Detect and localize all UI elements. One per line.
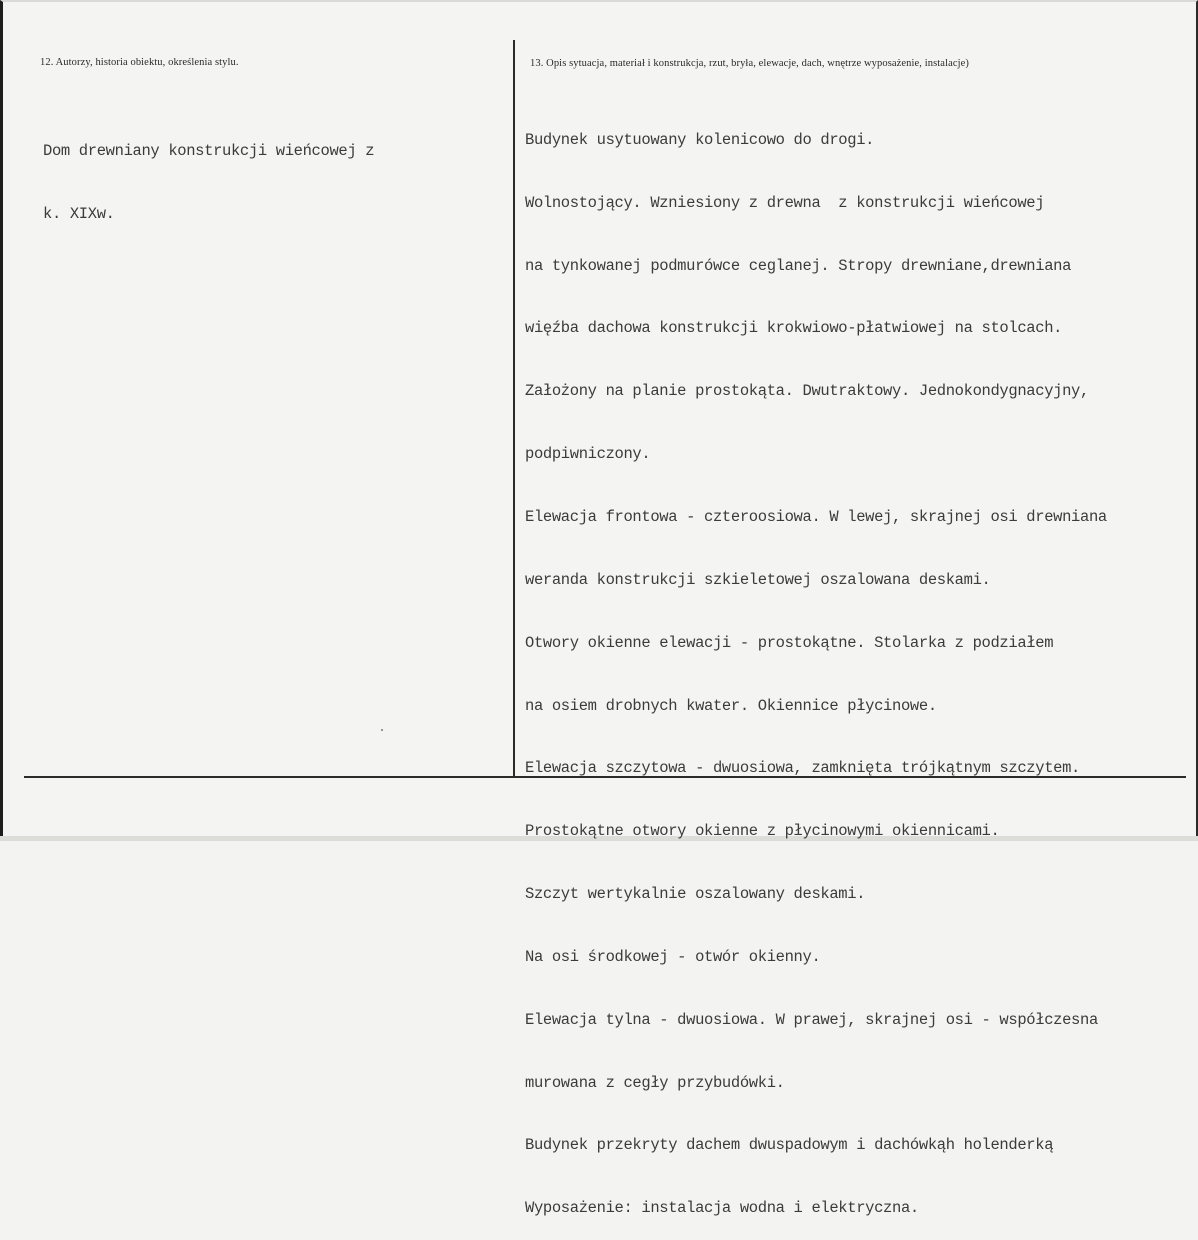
typed-line: Dom drewniany konstrukcji wieńcowej z [43,141,375,160]
typed-line: Elewacja tylna - dwuosiowa. W prawej, skrajnej osi - współczesna [525,1010,1098,1029]
typed-line: Elewacja frontowa - czteroosiowa. W lewej, skrajnej osi drewniana [525,507,1107,526]
typed-line: Wyposażenie: instalacja wodna i elektryczna. [525,1199,919,1218]
typed-line: Budynek przekryty dachem dwuspadowym i dachówkąh holenderką [525,1136,1054,1155]
typed-line: na osiem drobnych kwater. Okiennice płycinowe. [525,696,937,715]
typed-line: na tynkowanej podmurówce ceglanej. Stropy drewniane,drewniana [525,256,1072,275]
typed-line: Otwory okienne elewacji - prostokątne. Stolarka z podziałem [525,633,1054,652]
typed-line: Elewacja szczytowa - dwuosiowa, zamknięta trójkątnym szczytem. [525,759,1080,778]
typed-line: k. XIXw. [43,204,115,223]
typed-line: więźba dachowa konstrukcji krokwiowo-płatwiowej na stolcach. [525,319,1063,338]
section-12-typed-text [43,99,374,246]
section-12-heading: 12. Autorzy, historia obiektu, określenia stylu. [40,57,239,68]
typed-line: podpiwniczony. [525,445,651,464]
typed-line: Prostokątne otwory okienne z płycinowymi okiennicami. [525,822,1000,841]
section-13-heading: 13. Opis sytuacja, materiał i konstrukcja, rzut, bryła, elewacje, dach, wnętrze wyposażenie, instalacje) [530,58,969,69]
typed-line: Szczyt wertykalnie oszalowany deskami. [525,885,866,904]
typed-line: Wolnostojący. Wzniesiony z drewna z konstrukcji wieńcowej [525,193,1045,212]
typed-line: murowana z cegły przybudówki. [525,1073,785,1092]
typed-line: weranda konstrukcji szkieletowej oszalowana deskami. [525,570,991,589]
column-divider [513,40,515,777]
section-13-typed-text [525,88,1107,1240]
typed-line: Na osi środkowej - otwór okienny. [525,947,821,966]
paper-speck [381,729,383,731]
typed-line: Założony na planie prostokąta. Dwutraktowy. Jednokondygnacyjny, [525,382,1089,401]
typed-line: Budynek usytuowany kolenicowo do drogi. [525,130,875,149]
